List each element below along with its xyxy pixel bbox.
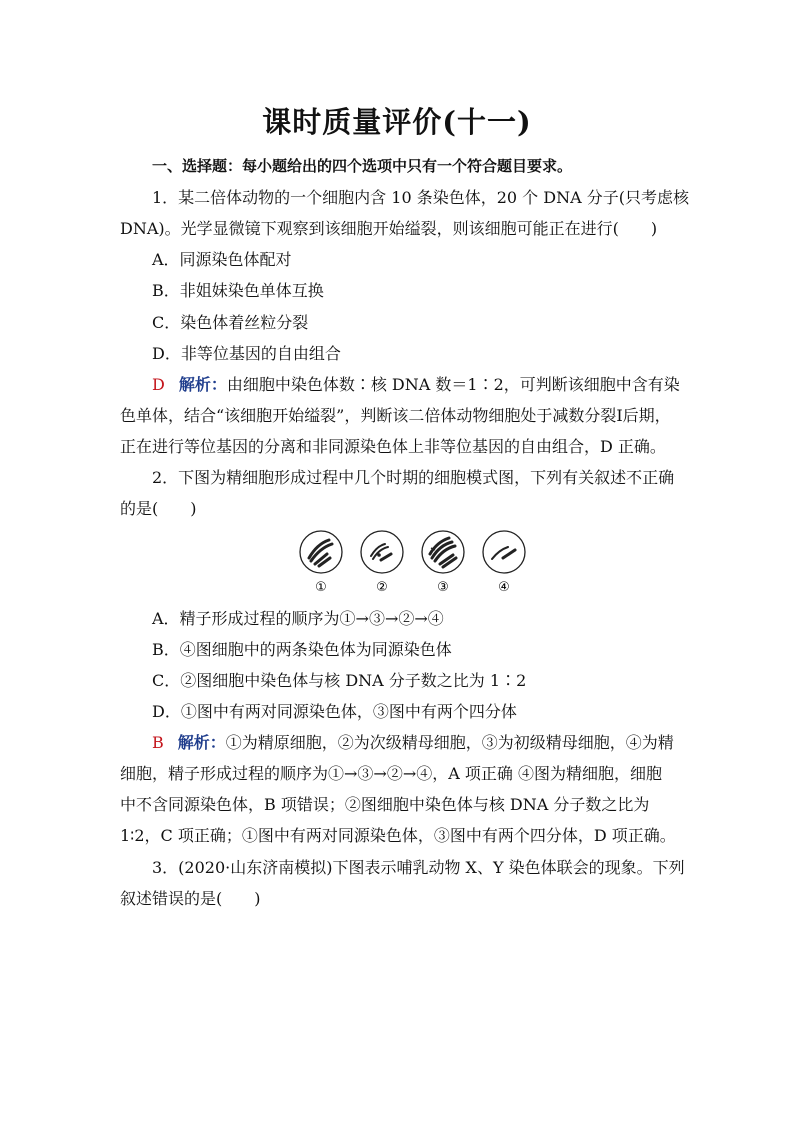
q1-analysis-line2: 色单体，结合“该细胞开始缢裂”，判断该二倍体动物细胞处于减数分裂Ⅰ后期，	[120, 406, 671, 425]
q1-answer: D	[152, 375, 165, 394]
q2-analysis-line2: 细胞，精子形成过程的顺序为①→③→②→④，A 项正确 ④图为精细胞，细胞	[120, 764, 662, 783]
q1-analysis-line1	[152, 372, 680, 395]
cell-diagram-figure	[293, 528, 533, 598]
q2-option-a: A．精子形成过程的顺序为①→③→②→④	[152, 609, 444, 628]
cell-label-3: ③	[437, 580, 449, 595]
cell-2	[361, 531, 403, 573]
q2-answer: B	[152, 733, 164, 752]
q2-analysis-line4: 1∶2，C 项正确；①图中有两对同源染色体，③图中有两个四分体，D 项正确。	[120, 826, 676, 845]
section-heading: 一、选择题：每小题给出的四个选项中只有一个符合题目要求。	[152, 157, 573, 175]
q1-option-a: A．同源染色体配对	[152, 250, 292, 269]
q1-analysis-label: 解析：	[178, 375, 227, 394]
q1-stem-line2: DNA)。光学显微镜下观察到该细胞开始缢裂，则该细胞可能正在进行( )	[120, 219, 658, 238]
cell-1	[300, 531, 342, 573]
page-title: 课时质量评价(十一)	[262, 105, 532, 139]
cell-label-4: ④	[498, 580, 510, 595]
cell-label-2: ②	[376, 580, 388, 595]
q1-stem-line1: 1．某二倍体动物的一个细胞内含 10 条染色体，20 个 DNA 分子(只考虑核	[152, 188, 689, 207]
q2-stem-line2: 的是( )	[120, 499, 197, 518]
q2-analysis-line3: 中不含同源染色体，B 项错误；②图细胞中染色体与核 DNA 分子数之比为	[120, 795, 650, 814]
q1-option-c: C．染色体着丝粒分裂	[152, 313, 309, 332]
q2-analysis-text1: ①为精原细胞，②为次级精母细胞，③为初级精母细胞，④为精	[225, 733, 674, 752]
q2-analysis-line1	[152, 730, 674, 753]
cell-label-1: ①	[315, 580, 327, 595]
q1-analysis-text1: 由细胞中染色体数∶核 DNA 数＝1∶2，可判断该细胞中含有染	[226, 375, 680, 394]
cell-diagram-svg	[293, 528, 533, 598]
cell-4	[483, 531, 525, 573]
q2-option-d: D．①图中有两对同源染色体，③图中有两个四分体	[152, 702, 517, 721]
q2-stem-line1: 2．下图为精细胞形成过程中几个时期的细胞模式图，下列有关叙述不正确	[152, 468, 675, 487]
q1-option-b: B．非姐妹染色单体互换	[152, 281, 324, 300]
q1-option-d: D．非等位基因的自由组合	[152, 344, 341, 363]
q1-analysis-line3: 正在进行等位基因的分离和非同源染色体上非等位基因的自由组合，D 正确。	[120, 437, 666, 456]
q2-option-c: C．②图细胞中染色体与核 DNA 分子数之比为 1∶2	[152, 671, 527, 690]
q3-stem-line1: 3．(2020·山东济南模拟)下图表示哺乳动物 X、Y 染色体联会的现象。下列	[152, 858, 685, 877]
q2-analysis-label: 解析：	[177, 733, 226, 752]
cell-3	[422, 531, 464, 573]
q2-option-b: B．④图细胞中的两条染色体为同源染色体	[152, 640, 452, 659]
q3-stem-line2: 叙述错误的是( )	[120, 889, 261, 908]
